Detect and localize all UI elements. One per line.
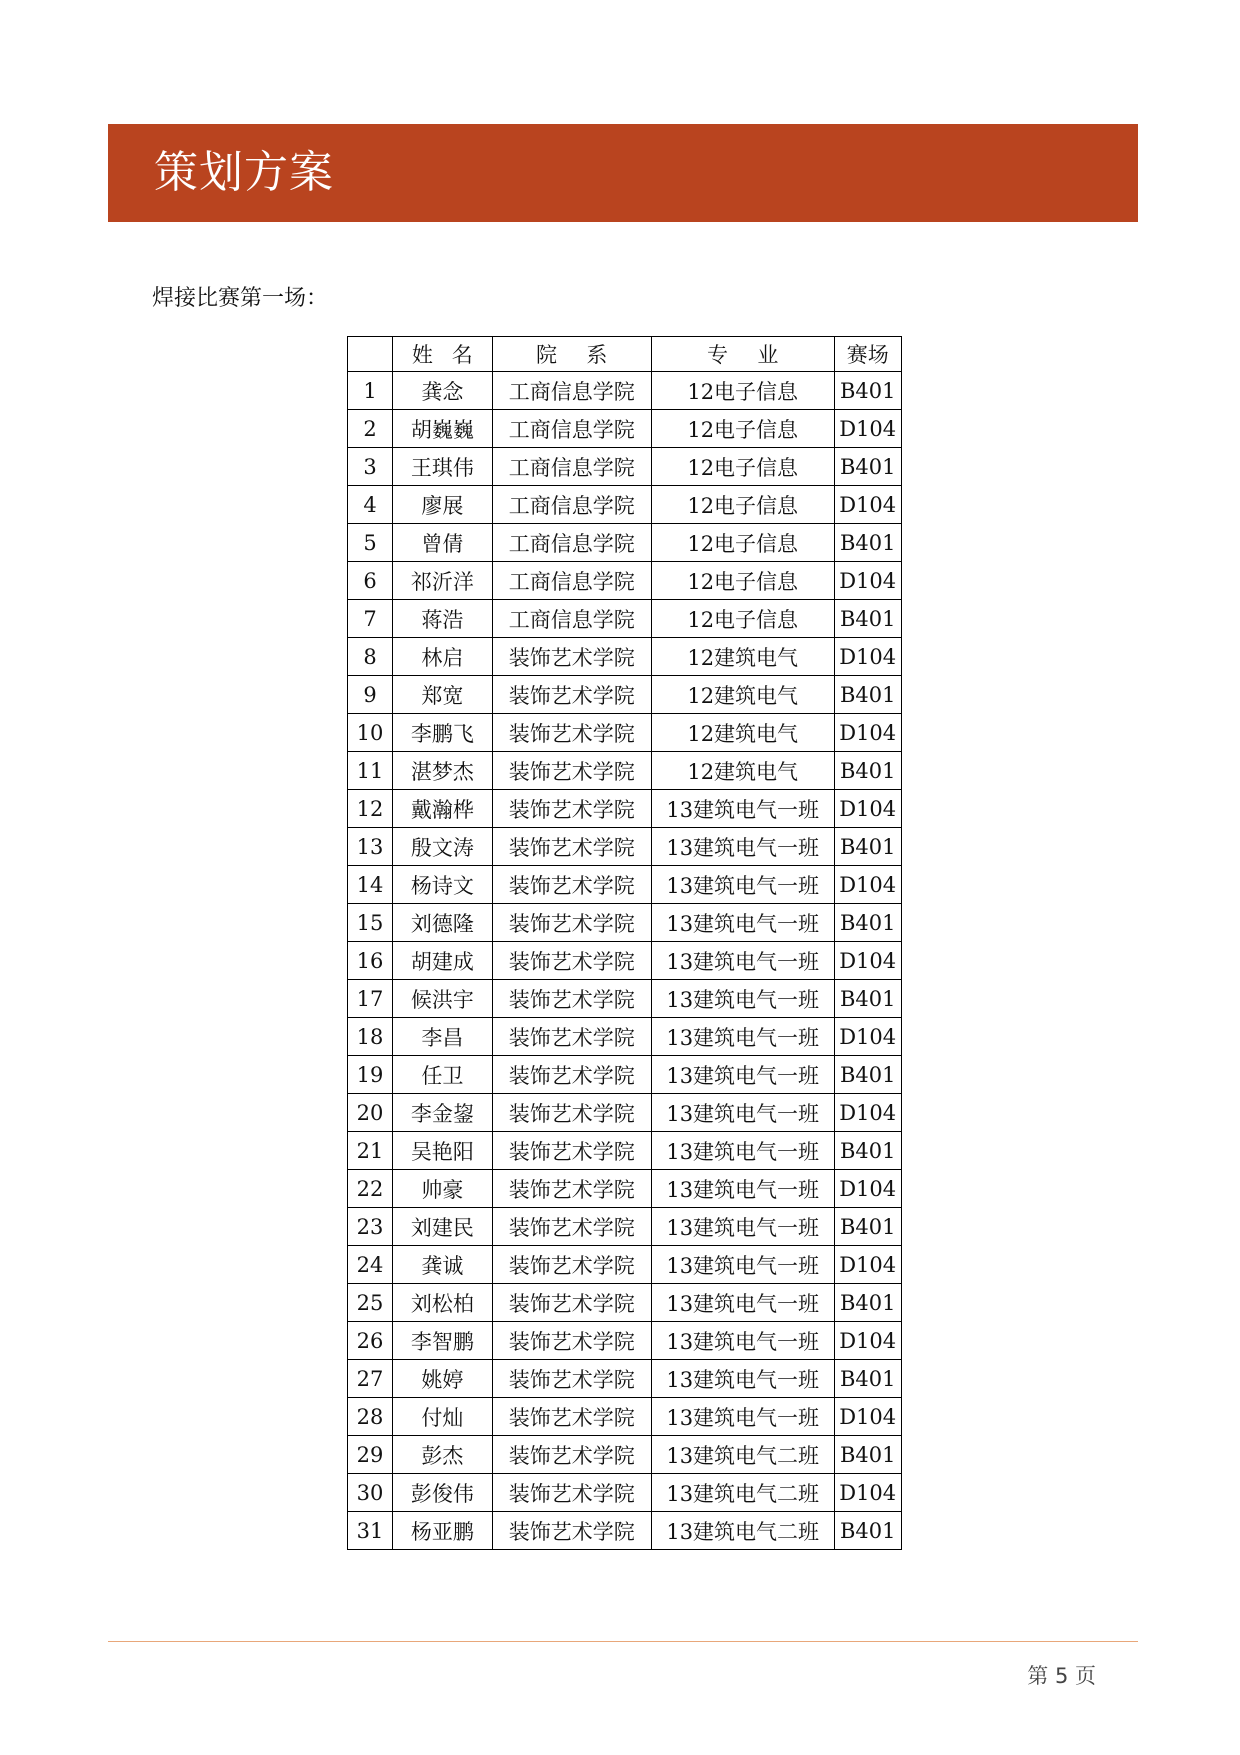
- cell-index: 11: [348, 752, 393, 790]
- header-index: [348, 337, 393, 372]
- cell-department: 装饰艺术学院: [492, 752, 651, 790]
- cell-name: 郑宽: [393, 676, 493, 714]
- cell-index: 19: [348, 1056, 393, 1094]
- table-row: [348, 828, 902, 866]
- cell-department: 装饰艺术学院: [492, 1018, 651, 1056]
- cell-department: 装饰艺术学院: [492, 714, 651, 752]
- cell-department: 装饰艺术学院: [492, 904, 651, 942]
- cell-major: 13建筑电气一班: [651, 866, 834, 904]
- cell-name: 殷文涛: [393, 828, 493, 866]
- cell-name: 李昌: [393, 1018, 493, 1056]
- cell-department: 装饰艺术学院: [492, 1284, 651, 1322]
- cell-index: 20: [348, 1094, 393, 1132]
- cell-major: 13建筑电气一班: [651, 1094, 834, 1132]
- cell-name: 刘松柏: [393, 1284, 493, 1322]
- cell-name: 吴艳阳: [393, 1132, 493, 1170]
- cell-name: 胡巍巍: [393, 410, 493, 448]
- header-major: 专业: [651, 337, 834, 372]
- cell-venue: B401: [834, 1512, 901, 1550]
- cell-venue: B401: [834, 1360, 901, 1398]
- cell-major: 13建筑电气二班: [651, 1474, 834, 1512]
- cell-department: 装饰艺术学院: [492, 980, 651, 1018]
- cell-department: 工商信息学院: [492, 410, 651, 448]
- cell-department: 装饰艺术学院: [492, 1474, 651, 1512]
- cell-department: 装饰艺术学院: [492, 1246, 651, 1284]
- cell-name: 付灿: [393, 1398, 493, 1436]
- cell-name: 刘德隆: [393, 904, 493, 942]
- cell-venue: B401: [834, 828, 901, 866]
- cell-name: 杨亚鹏: [393, 1512, 493, 1550]
- cell-index: 21: [348, 1132, 393, 1170]
- table-row: [348, 1436, 902, 1474]
- cell-department: 装饰艺术学院: [492, 1170, 651, 1208]
- cell-major: 13建筑电气一班: [651, 942, 834, 980]
- cell-department: 装饰艺术学院: [492, 638, 651, 676]
- cell-major: 13建筑电气一班: [651, 828, 834, 866]
- table-row: [348, 866, 902, 904]
- table-row: [348, 410, 902, 448]
- cell-major: 13建筑电气一班: [651, 1170, 834, 1208]
- cell-index: 24: [348, 1246, 393, 1284]
- cell-major: 12建筑电气: [651, 676, 834, 714]
- table-row: [348, 1360, 902, 1398]
- cell-department: 工商信息学院: [492, 562, 651, 600]
- table-row: [348, 638, 902, 676]
- cell-department: 装饰艺术学院: [492, 1398, 651, 1436]
- table-row: [348, 980, 902, 1018]
- section-intro: 焊接比赛第一场：: [152, 286, 329, 311]
- cell-venue: D104: [834, 1474, 901, 1512]
- footer-divider: [108, 1641, 1138, 1642]
- cell-name: 林启: [393, 638, 493, 676]
- cell-department: 装饰艺术学院: [492, 1322, 651, 1360]
- table-row: [348, 1056, 902, 1094]
- cell-venue: B401: [834, 676, 901, 714]
- cell-major: 12建筑电气: [651, 714, 834, 752]
- cell-index: 14: [348, 866, 393, 904]
- cell-venue: B401: [834, 448, 901, 486]
- cell-major: 13建筑电气一班: [651, 980, 834, 1018]
- cell-major: 12电子信息: [651, 448, 834, 486]
- cell-department: 工商信息学院: [492, 486, 651, 524]
- table-row: [348, 486, 902, 524]
- cell-name: 杨诗文: [393, 866, 493, 904]
- table-row: [348, 1208, 902, 1246]
- cell-name: 祁沂洋: [393, 562, 493, 600]
- table-row: [348, 1094, 902, 1132]
- cell-name: 曾倩: [393, 524, 493, 562]
- table-row: [348, 1322, 902, 1360]
- cell-major: 12建筑电气: [651, 638, 834, 676]
- header-name: 姓名: [393, 337, 493, 372]
- cell-major: 13建筑电气一班: [651, 1360, 834, 1398]
- cell-major: 13建筑电气一班: [651, 1208, 834, 1246]
- cell-name: 龚念: [393, 372, 493, 410]
- cell-venue: B401: [834, 1208, 901, 1246]
- cell-major: 12电子信息: [651, 562, 834, 600]
- cell-major: 13建筑电气一班: [651, 904, 834, 942]
- cell-venue: D104: [834, 866, 901, 904]
- page-number: 第 5 页: [1027, 1664, 1096, 1688]
- table-row: [348, 676, 902, 714]
- cell-name: 姚婷: [393, 1360, 493, 1398]
- cell-venue: D104: [834, 410, 901, 448]
- cell-venue: D104: [834, 1246, 901, 1284]
- header-venue: 赛场: [834, 337, 901, 372]
- cell-department: 工商信息学院: [492, 448, 651, 486]
- table-row: [348, 524, 902, 562]
- cell-venue: D104: [834, 714, 901, 752]
- cell-index: 17: [348, 980, 393, 1018]
- table-row: [348, 1284, 902, 1322]
- cell-venue: B401: [834, 980, 901, 1018]
- cell-name: 湛梦杰: [393, 752, 493, 790]
- table-row: [348, 1512, 902, 1550]
- cell-name: 候洪宇: [393, 980, 493, 1018]
- cell-index: 16: [348, 942, 393, 980]
- table-row: [348, 448, 902, 486]
- cell-department: 装饰艺术学院: [492, 1094, 651, 1132]
- cell-department: 装饰艺术学院: [492, 1512, 651, 1550]
- cell-venue: D104: [834, 1398, 901, 1436]
- cell-name: 彭俊伟: [393, 1474, 493, 1512]
- table-row: [348, 1132, 902, 1170]
- cell-index: 18: [348, 1018, 393, 1056]
- cell-index: 30: [348, 1474, 393, 1512]
- table-row: [348, 562, 902, 600]
- cell-name: 廖展: [393, 486, 493, 524]
- cell-venue: B401: [834, 1132, 901, 1170]
- cell-index: 23: [348, 1208, 393, 1246]
- table-row: [348, 1246, 902, 1284]
- cell-department: 工商信息学院: [492, 524, 651, 562]
- cell-major: 13建筑电气一班: [651, 1056, 834, 1094]
- cell-name: 龚诚: [393, 1246, 493, 1284]
- cell-name: 李智鹏: [393, 1322, 493, 1360]
- cell-venue: B401: [834, 1056, 901, 1094]
- cell-department: 装饰艺术学院: [492, 866, 651, 904]
- cell-major: 13建筑电气一班: [651, 1018, 834, 1056]
- cell-venue: B401: [834, 752, 901, 790]
- cell-venue: B401: [834, 1436, 901, 1474]
- cell-major: 13建筑电气一班: [651, 1246, 834, 1284]
- cell-department: 装饰艺术学院: [492, 1056, 651, 1094]
- cell-venue: D104: [834, 790, 901, 828]
- table-row: [348, 1170, 902, 1208]
- cell-venue: D104: [834, 562, 901, 600]
- cell-venue: B401: [834, 524, 901, 562]
- cell-name: 王琪伟: [393, 448, 493, 486]
- cell-venue: D104: [834, 486, 901, 524]
- cell-index: 6: [348, 562, 393, 600]
- page-title: 策划方案: [154, 147, 334, 198]
- cell-venue: D104: [834, 1094, 901, 1132]
- cell-name: 任卫: [393, 1056, 493, 1094]
- cell-index: 13: [348, 828, 393, 866]
- cell-department: 装饰艺术学院: [492, 942, 651, 980]
- table-row: [348, 714, 902, 752]
- table-row: [348, 372, 902, 410]
- cell-index: 22: [348, 1170, 393, 1208]
- cell-department: 工商信息学院: [492, 372, 651, 410]
- table-row: [348, 1398, 902, 1436]
- cell-index: 29: [348, 1436, 393, 1474]
- cell-department: 装饰艺术学院: [492, 790, 651, 828]
- cell-index: 1: [348, 372, 393, 410]
- cell-name: 李鹏飞: [393, 714, 493, 752]
- cell-index: 28: [348, 1398, 393, 1436]
- cell-name: 刘建民: [393, 1208, 493, 1246]
- cell-major: 13建筑电气二班: [651, 1512, 834, 1550]
- table-row: [348, 1474, 902, 1512]
- cell-department: 装饰艺术学院: [492, 676, 651, 714]
- title-banner: [108, 124, 1138, 222]
- cell-index: 2: [348, 410, 393, 448]
- cell-department: 装饰艺术学院: [492, 1208, 651, 1246]
- table-row: [348, 752, 902, 790]
- cell-index: 26: [348, 1322, 393, 1360]
- cell-venue: D104: [834, 1322, 901, 1360]
- table-row: [348, 790, 902, 828]
- cell-venue: D104: [834, 1170, 901, 1208]
- cell-name: 帅豪: [393, 1170, 493, 1208]
- cell-venue: D104: [834, 638, 901, 676]
- table-row: [348, 904, 902, 942]
- cell-major: 13建筑电气一班: [651, 1132, 834, 1170]
- cell-index: 31: [348, 1512, 393, 1550]
- cell-index: 15: [348, 904, 393, 942]
- cell-name: 胡建成: [393, 942, 493, 980]
- cell-name: 李金鋆: [393, 1094, 493, 1132]
- cell-index: 7: [348, 600, 393, 638]
- cell-major: 12电子信息: [651, 486, 834, 524]
- cell-venue: B401: [834, 1284, 901, 1322]
- cell-venue: D104: [834, 942, 901, 980]
- cell-major: 13建筑电气一班: [651, 790, 834, 828]
- cell-department: 装饰艺术学院: [492, 828, 651, 866]
- cell-department: 工商信息学院: [492, 600, 651, 638]
- cell-index: 3: [348, 448, 393, 486]
- cell-name: 戴瀚桦: [393, 790, 493, 828]
- cell-department: 装饰艺术学院: [492, 1360, 651, 1398]
- table-row: [348, 600, 902, 638]
- table-row: [348, 942, 902, 980]
- cell-index: 27: [348, 1360, 393, 1398]
- cell-index: 25: [348, 1284, 393, 1322]
- cell-major: 12建筑电气: [651, 752, 834, 790]
- cell-venue: B401: [834, 372, 901, 410]
- cell-name: 蒋浩: [393, 600, 493, 638]
- cell-major: 13建筑电气二班: [651, 1436, 834, 1474]
- cell-major: 12电子信息: [651, 372, 834, 410]
- cell-venue: B401: [834, 904, 901, 942]
- cell-department: 装饰艺术学院: [492, 1132, 651, 1170]
- table-header-row: [348, 337, 902, 372]
- cell-name: 彭杰: [393, 1436, 493, 1474]
- cell-index: 9: [348, 676, 393, 714]
- cell-index: 8: [348, 638, 393, 676]
- cell-department: 装饰艺术学院: [492, 1436, 651, 1474]
- cell-index: 12: [348, 790, 393, 828]
- cell-major: 12电子信息: [651, 600, 834, 638]
- contestant-table: [347, 336, 902, 1550]
- cell-index: 5: [348, 524, 393, 562]
- cell-venue: B401: [834, 600, 901, 638]
- table-row: [348, 1018, 902, 1056]
- cell-major: 13建筑电气一班: [651, 1284, 834, 1322]
- cell-major: 12电子信息: [651, 524, 834, 562]
- cell-major: 13建筑电气一班: [651, 1322, 834, 1360]
- cell-index: 4: [348, 486, 393, 524]
- header-department: 院系: [492, 337, 651, 372]
- cell-index: 10: [348, 714, 393, 752]
- cell-major: 13建筑电气一班: [651, 1398, 834, 1436]
- cell-major: 12电子信息: [651, 410, 834, 448]
- cell-venue: D104: [834, 1018, 901, 1056]
